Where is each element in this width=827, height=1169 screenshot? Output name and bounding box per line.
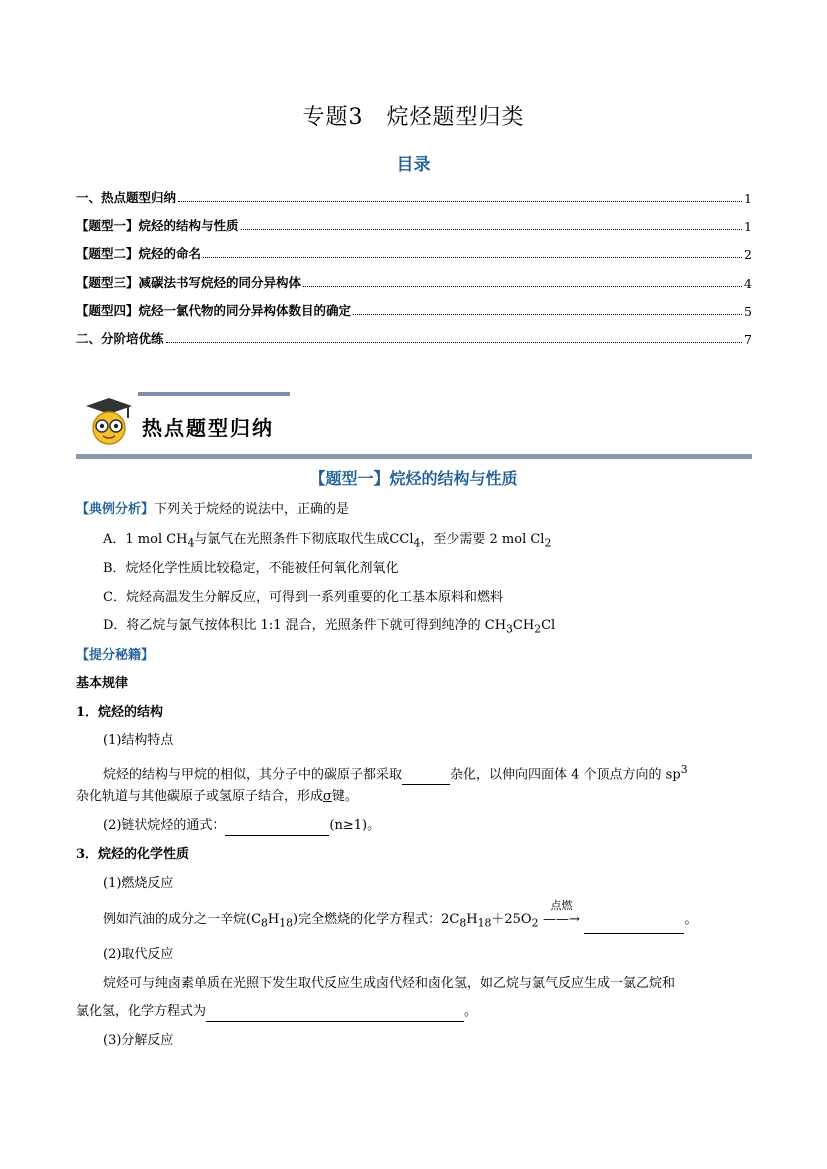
banner-title: 热点题型归纳 (142, 416, 274, 440)
superscript: 3 (680, 763, 688, 776)
option-c: C．烷烃高温发生分解反应，可得到一系列重要的化工基本原料和燃料 (103, 590, 503, 605)
option-d-text: CH (512, 618, 535, 633)
subscript: 18 (477, 916, 492, 930)
answer-blank[interactable] (402, 769, 450, 785)
toc-item-page: 1 (744, 191, 752, 206)
toc-leader (166, 342, 743, 343)
body-text: (n≥1)。 (329, 818, 381, 833)
body-text: 烷烃的结构与甲烷的相似，其分子中的碳原子都采取 (103, 767, 403, 783)
toc-leader (303, 286, 742, 287)
subscript: 8 (261, 916, 268, 930)
subscript: 18 (279, 916, 294, 930)
subscript: 2 (534, 622, 542, 636)
subscript: 8 (459, 916, 467, 930)
reaction-arrow: 点燃 ——→ (538, 910, 584, 930)
toc-leader (178, 201, 742, 202)
toc-item[interactable] (76, 242, 752, 262)
substitution-heading: (2)取代反应 (103, 947, 174, 962)
question-text: 下列关于烷烃的说法中，正确的是 (154, 502, 350, 517)
sigma-answer: σ (323, 789, 332, 804)
structure-text-line2 (76, 787, 756, 807)
structure-text-line1 (103, 760, 783, 785)
example-tag: 【典例分析】 (76, 502, 155, 517)
toc-item-page: 2 (744, 247, 752, 262)
toc-item[interactable] (76, 186, 752, 206)
option-d-text: D．将乙烷与氯气按体积比 1:1 混合，光照条件下就可得到纯净的 CH (103, 618, 507, 633)
body-text: H (267, 912, 280, 927)
toc-item-label: 【题型二】烷烃的命名 (76, 246, 202, 261)
option-a-text: 与氯气在光照条件下彻底取代生成CCl (194, 532, 414, 547)
tips-tag: 【提分秘籍】 (76, 648, 155, 663)
subscript: 4 (413, 536, 421, 550)
toc-item-label: 【题型四】烷烃一氯代物的同分异构体数目的确定 (76, 303, 352, 318)
answer-blank[interactable] (206, 1006, 464, 1022)
combustion-equation-line (103, 899, 783, 934)
body-text: (2)链状烷烃的通式： (103, 818, 226, 833)
toc-item[interactable] (76, 214, 752, 234)
toc-leader (353, 314, 742, 315)
subscript: 2 (531, 916, 539, 930)
general-formula-line (103, 816, 783, 836)
toc-item-page: 4 (744, 276, 752, 291)
body-text: 。 (464, 1004, 478, 1019)
toc-heading: 目录 (396, 155, 431, 175)
toc-item[interactable] (76, 327, 752, 347)
option-a (103, 530, 783, 554)
toc-item-label: 【题型三】减碳法书写烷烃的同分异构体 (76, 275, 302, 290)
answer-blank[interactable] (584, 918, 684, 934)
page-title: 专题3 烷烃题型归类 (302, 105, 525, 130)
reaction-condition: 点燃 (550, 899, 573, 912)
option-a-text: ，至少需要 2 mol Cl (420, 532, 545, 547)
banner-rule (76, 454, 752, 459)
substitution-text-line1: 烷烃可与纯卤素单质在光照下发生取代反应生成卤代烃和卤化氢，如乙烷与氯气反应生成一氯乙烷和 (103, 976, 676, 991)
subscript: 2 (544, 536, 552, 550)
subscript: 3 (506, 622, 513, 636)
toc-item-page: 1 (744, 219, 752, 234)
decomposition-heading: (3)分解反应 (103, 1033, 174, 1048)
example-question (76, 500, 756, 520)
toc-item-label: 一、热点题型归纳 (76, 190, 177, 205)
toc-item[interactable] (76, 299, 752, 319)
scholar-mascot-icon (82, 396, 136, 446)
toc-leader (241, 229, 743, 230)
toc-item-page: 7 (744, 332, 752, 347)
subsection-chemical-properties: 3．烷烃的化学性质 (76, 847, 190, 862)
body-text: 键。 (331, 789, 358, 804)
section-heading: 【题型一】烷烃的结构与性质 (309, 469, 518, 488)
body-text: 。 (684, 912, 698, 927)
body-text: 例如汽油的成分之一辛烷(C (103, 912, 262, 927)
body-text: 杂化，以伸向四面体 4 个顶点方向的 sp (450, 767, 681, 783)
toc-item-page: 5 (744, 304, 752, 319)
option-b: B．烷烃化学性质比较稳定，不能被任何氧化剂氧化 (103, 561, 399, 576)
banner-top-line (138, 392, 290, 396)
body-text: H (466, 912, 478, 927)
substitution-text-line2 (76, 1002, 756, 1022)
basic-rules-heading: 基本规律 (76, 676, 129, 691)
subsection-structure: 1．烷烃的结构 (76, 705, 164, 720)
toc-leader (203, 257, 742, 258)
option-d-text: Cl (541, 618, 556, 633)
body-text: 杂化轨道与其他碳原子或氢原子结合，形成 (76, 789, 324, 804)
toc-item[interactable] (76, 271, 752, 291)
toc-item-label: 二、分阶培优练 (76, 331, 164, 346)
toc-item-label: 【题型一】烷烃的结构与性质 (76, 218, 239, 233)
subscript: 4 (187, 536, 195, 550)
answer-blank[interactable] (225, 820, 329, 836)
body-text: ＋25O (491, 912, 532, 927)
combustion-heading: (1)燃烧反应 (103, 876, 174, 891)
structure-features: (1)结构特点 (103, 733, 174, 748)
option-d (103, 616, 783, 640)
body-text: )完全燃烧的化学方程式：2C (293, 912, 460, 927)
option-a-text: A．1 mol CH (103, 532, 188, 547)
body-text: 氯化氢，化学方程式为 (76, 1004, 207, 1019)
